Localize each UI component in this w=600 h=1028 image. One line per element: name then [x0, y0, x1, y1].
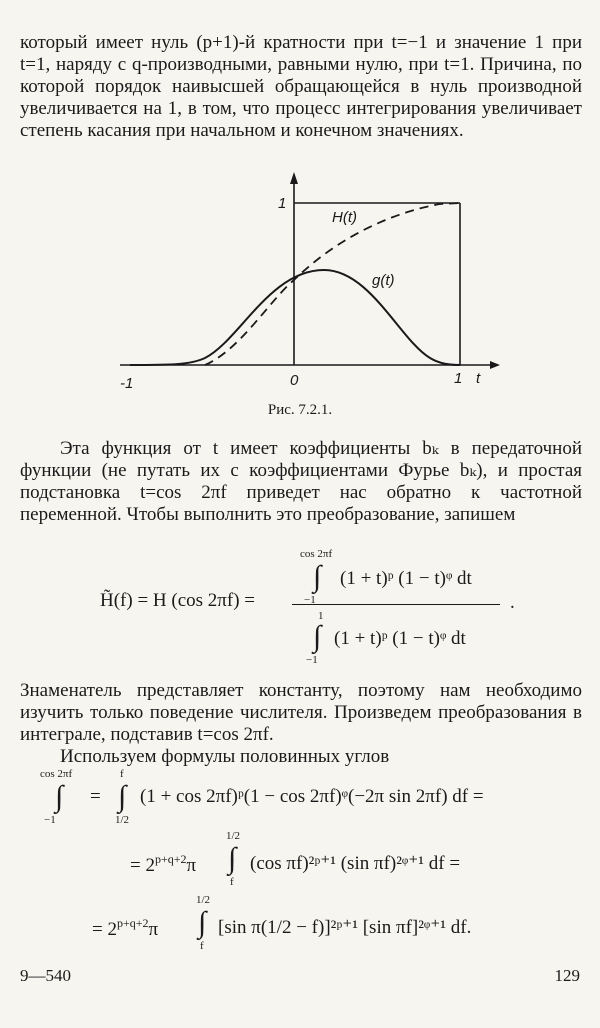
paragraph-intro: который имеет нуль (p+1)-й кратности при t=−1 и значение 1 при t=1, наряду с q-производными, равными нулю, при t=1. Причина, по которой порядок наивысшей обращающейся в нуль производной увеличивается на 1, в том, что процесс интегрирования увеличивает степень касания при начальном и конечном значениях. — [20, 32, 582, 141]
tick-zero: 0 — [290, 372, 299, 389]
eq1-end: . — [510, 592, 515, 613]
tick-one-x: 1 — [454, 370, 463, 387]
label-H: H(t) — [332, 209, 357, 226]
tick-minus-one: -1 — [120, 375, 134, 392]
figure-caption: Рис. 7.2.1. — [267, 402, 333, 418]
paragraph-half-angle: Используем формулы половинных углов — [60, 746, 390, 767]
H-curve — [205, 203, 460, 365]
eq1-num-upper: cos 2πf — [300, 548, 333, 560]
signature-mark: 9—540 — [20, 966, 71, 985]
eq2-int1-icon: ∫ — [55, 780, 64, 813]
eq2-int2-upper: f — [120, 768, 124, 780]
eq1-fraction-bar — [292, 604, 500, 605]
eq1-num-integrand: (1 + t)ᵖ (1 − t)ᵠ dt — [340, 568, 472, 589]
eq4-lower: f — [200, 940, 204, 952]
eq1-num-integral-icon: ∫ — [313, 560, 322, 593]
paragraph-denominator: Знаменатель представляет константу, поэтому нам необходимо изучить только поведение числителя. Произведем преобразования в интеграле, подставив t=cos 2πf. — [20, 680, 582, 745]
eq3-lower: f — [230, 876, 234, 888]
eq1-den-upper: 1 — [318, 610, 324, 622]
eq4-integral-icon: ∫ — [198, 906, 207, 939]
page-number: 129 — [554, 966, 580, 985]
eq1-num-lower: −1 — [304, 594, 316, 606]
eq3-pi: π — [186, 855, 197, 876]
paragraph-substitution: Эта функция от t имеет коэффициенты bₖ в передаточной функции (не путать их с коэффициентами Фурье bₖ), и простая подстановка t=cos 2πf приведет нас обратно к частотной переменной. Чтобы выполнить это преобразование, запишем — [20, 438, 582, 525]
eq4-pi: π — [148, 919, 159, 940]
t-axis-arrow-icon — [490, 361, 500, 369]
eq2-int1-lower: −1 — [44, 814, 56, 826]
eq2-body: (1 + cos 2πf)ᵖ(1 − cos 2πf)ᵠ(−2π sin 2πf) df = — [140, 786, 484, 807]
eq3-upper: 1/2 — [226, 830, 241, 842]
eq3-base: = 2 — [130, 855, 155, 876]
eq4-base: = 2 — [92, 919, 117, 940]
axis-t-label: t — [476, 370, 481, 387]
eq3-body: (cos πf)²ᵖ⁺¹ (sin πf)²ᵠ⁺¹ df = — [250, 853, 461, 874]
label-g: g(t) — [372, 272, 395, 289]
eq2-equals: = — [90, 786, 101, 807]
eq2-int1-upper: cos 2πf — [40, 768, 73, 780]
eq3-exponent: p+q+2 — [154, 852, 187, 866]
eq4-prefix — [92, 916, 158, 941]
eq1-lhs: H̃(f) = H (cos 2πf) = — [100, 590, 256, 611]
eq1-den-lower: −1 — [306, 654, 318, 666]
eq1-den-integral-icon: ∫ — [313, 620, 322, 653]
eq4-upper: 1/2 — [196, 894, 211, 906]
eq2-int2-lower: 1/2 — [115, 814, 130, 826]
tick-one-y: 1 — [278, 195, 287, 212]
g-curve — [130, 270, 460, 365]
eq4-body: [sin π(1/2 − f)]²ᵖ⁺¹ [sin πf]²ᵠ⁺¹ df. — [218, 917, 472, 938]
eq4-exponent: p+q+2 — [116, 916, 149, 930]
figure-7-2-1 — [110, 170, 500, 395]
eq1-den-integrand: (1 + t)ᵖ (1 − t)ᵠ dt — [334, 628, 466, 649]
y-axis-arrow-icon — [290, 172, 298, 184]
eq3-integral-icon: ∫ — [228, 842, 237, 875]
eq2-int2-icon: ∫ — [118, 780, 127, 813]
eq3-prefix — [130, 852, 196, 877]
